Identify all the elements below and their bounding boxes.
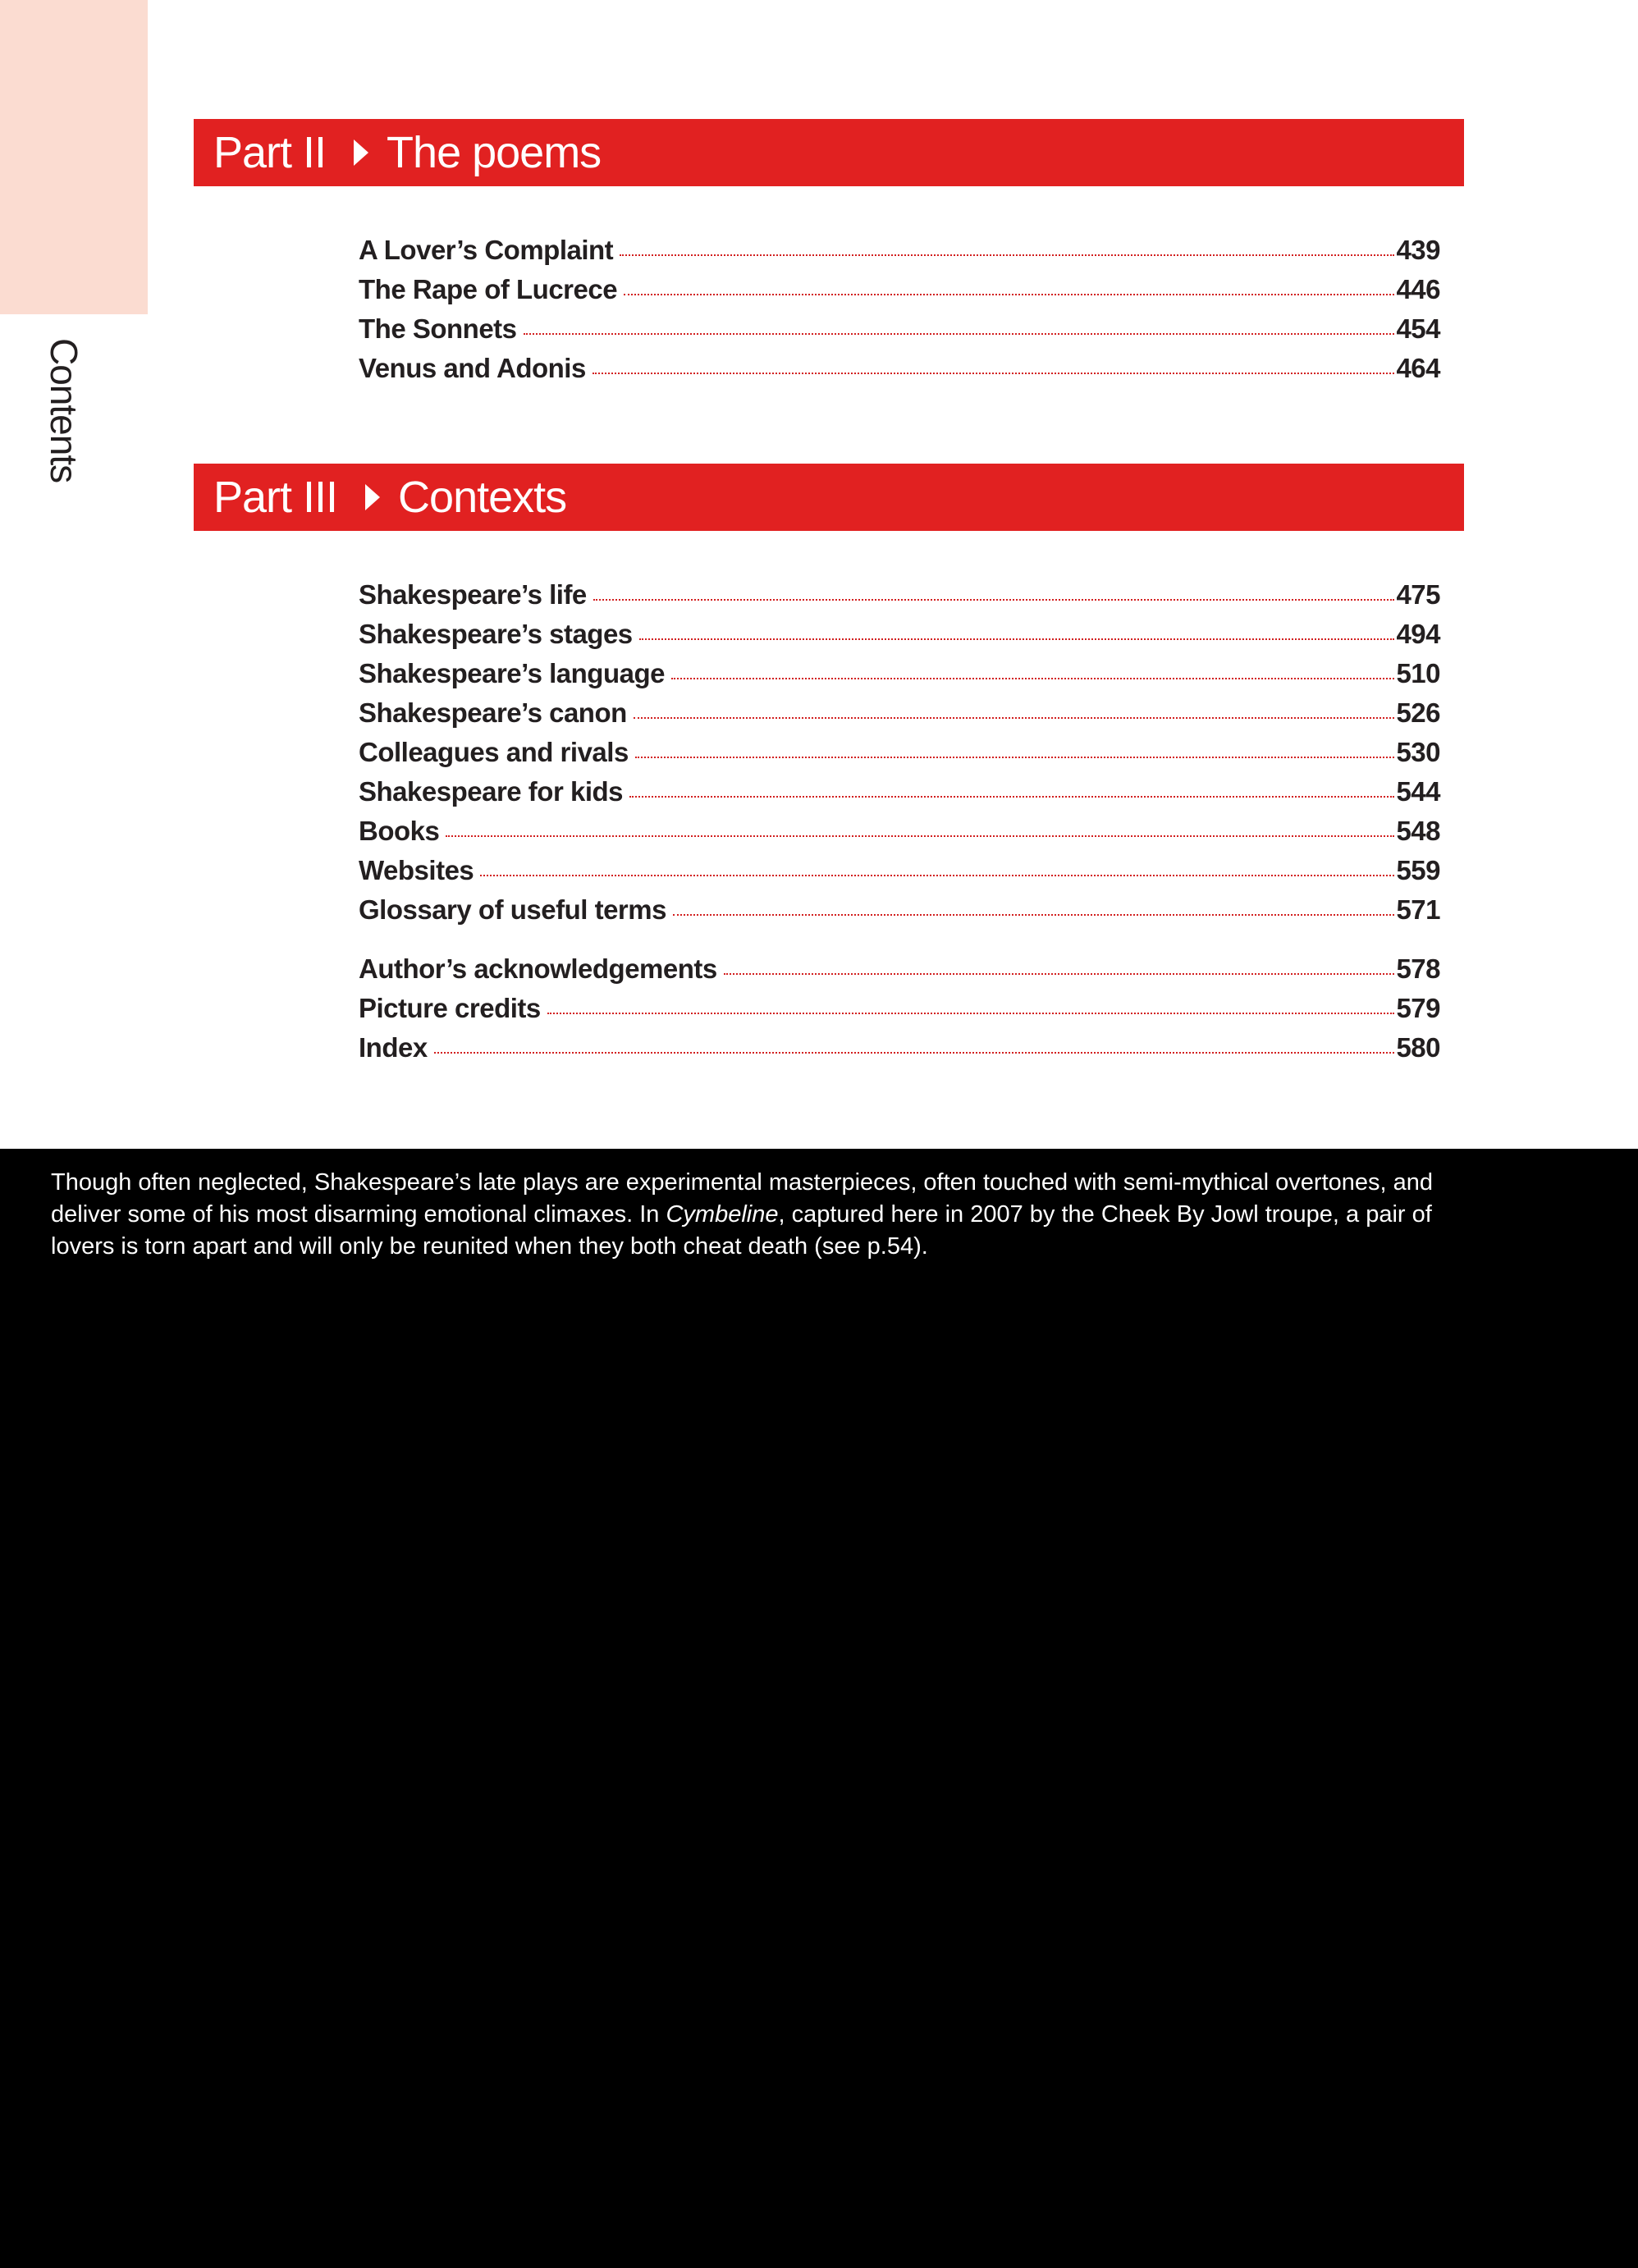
toc-entry[interactable] bbox=[359, 953, 1440, 993]
part-iii-header bbox=[194, 464, 1464, 531]
toc-entry-page: 526 bbox=[1396, 697, 1440, 728]
triangle-right-icon bbox=[365, 484, 380, 510]
dot-leader bbox=[724, 973, 1395, 975]
dot-leader bbox=[673, 914, 1394, 916]
photo-caption bbox=[51, 1167, 1446, 1263]
caption-text-before: Though often neglected, Shakespeare’s late plays are experimental masterpieces, often touched with semi-mythical overtones, and deliver some of his most disarming emotional climaxes. In bbox=[51, 1169, 1434, 1228]
toc-entry-title: Websites bbox=[359, 855, 474, 885]
toc-entry[interactable] bbox=[359, 353, 1440, 392]
part-ii-header bbox=[194, 119, 1464, 186]
toc-spacer bbox=[359, 934, 1440, 953]
toc-entry-page: 580 bbox=[1396, 1032, 1440, 1063]
dot-leader bbox=[629, 796, 1394, 798]
toc-entry[interactable] bbox=[359, 697, 1440, 737]
dot-leader bbox=[634, 717, 1395, 719]
dot-leader bbox=[671, 678, 1394, 679]
toc-entry-page: 548 bbox=[1396, 816, 1440, 846]
toc-entry-title: Shakespeare for kids bbox=[359, 776, 623, 807]
toc-entry-title: Picture credits bbox=[359, 993, 541, 1023]
toc-entry[interactable] bbox=[359, 274, 1440, 313]
toc-entry[interactable] bbox=[359, 737, 1440, 776]
dot-leader bbox=[620, 254, 1394, 256]
toc-entry[interactable] bbox=[359, 1032, 1440, 1072]
dot-leader bbox=[547, 1013, 1395, 1014]
toc-entry[interactable] bbox=[359, 619, 1440, 658]
toc-entry[interactable] bbox=[359, 776, 1440, 816]
toc-entry-title: The Sonnets bbox=[359, 313, 517, 344]
toc-entry-page: 454 bbox=[1396, 313, 1440, 344]
stage-photograph bbox=[0, 1149, 1638, 2268]
toc-entry-page: 464 bbox=[1396, 353, 1440, 383]
toc-entry[interactable] bbox=[359, 855, 1440, 894]
toc-entry-page: 494 bbox=[1396, 619, 1440, 649]
side-tab bbox=[0, 0, 148, 314]
toc-entry-title: Venus and Adonis bbox=[359, 353, 586, 383]
dot-leader bbox=[593, 373, 1395, 374]
dot-leader bbox=[524, 333, 1395, 335]
toc-entry-page: 530 bbox=[1396, 737, 1440, 767]
toc-entry-title: Glossary of useful terms bbox=[359, 894, 666, 925]
caption-play-title: Cymbeline bbox=[666, 1201, 779, 1228]
caption-text-after: , captured here in 2007 by the Cheek By Jowl troupe, a pair of lovers is torn apart and will only be reunited when they both cheat death (see p.54). bbox=[51, 1201, 1432, 1260]
toc-entry-title: A Lover’s Complaint bbox=[359, 235, 614, 265]
part-ii-title: The poems bbox=[387, 128, 602, 177]
toc-entry-title: Shakespeare’s stages bbox=[359, 619, 633, 649]
dot-leader bbox=[593, 599, 1395, 601]
part-iii-number: Part III bbox=[213, 473, 338, 522]
triangle-right-icon bbox=[354, 139, 368, 166]
part-ii-toc bbox=[359, 235, 1440, 392]
toc-entry-page: 579 bbox=[1396, 993, 1440, 1023]
side-tab-label: Contents bbox=[43, 338, 85, 483]
dot-leader bbox=[434, 1052, 1395, 1054]
toc-entry[interactable] bbox=[359, 579, 1440, 619]
toc-entry[interactable] bbox=[359, 658, 1440, 697]
toc-entry-title: Books bbox=[359, 816, 440, 846]
dot-leader bbox=[639, 638, 1395, 640]
toc-entry-title: The Rape of Lucrece bbox=[359, 274, 618, 304]
toc-entry[interactable] bbox=[359, 816, 1440, 855]
toc-entry-page: 578 bbox=[1396, 953, 1440, 984]
toc-entry-page: 544 bbox=[1396, 776, 1440, 807]
toc-entry-title: Colleagues and rivals bbox=[359, 737, 629, 767]
toc-entry[interactable] bbox=[359, 313, 1440, 353]
toc-entry-page: 571 bbox=[1396, 894, 1440, 925]
dot-leader bbox=[635, 757, 1395, 758]
toc-entry-page: 559 bbox=[1396, 855, 1440, 885]
toc-entry-title: Shakespeare’s canon bbox=[359, 697, 627, 728]
part-iii-title: Contexts bbox=[398, 473, 567, 522]
dot-leader bbox=[480, 875, 1394, 876]
dot-leader bbox=[446, 835, 1394, 837]
toc-entry-title: Shakespeare’s life bbox=[359, 579, 587, 610]
toc-entry[interactable] bbox=[359, 993, 1440, 1032]
part-ii-number: Part II bbox=[213, 128, 327, 177]
toc-entry-title: Author’s acknowledgements bbox=[359, 953, 717, 984]
toc-entry-page: 475 bbox=[1396, 579, 1440, 610]
toc-entry-page: 439 bbox=[1396, 235, 1440, 265]
dot-leader bbox=[624, 294, 1394, 295]
toc-entry-page: 510 bbox=[1396, 658, 1440, 688]
toc-entry[interactable] bbox=[359, 894, 1440, 934]
toc-entry-title: Shakespeare’s language bbox=[359, 658, 665, 688]
toc-entry[interactable] bbox=[359, 235, 1440, 274]
toc-entry-title: Index bbox=[359, 1032, 428, 1063]
part-iii-toc bbox=[359, 579, 1440, 1072]
toc-entry-page: 446 bbox=[1396, 274, 1440, 304]
